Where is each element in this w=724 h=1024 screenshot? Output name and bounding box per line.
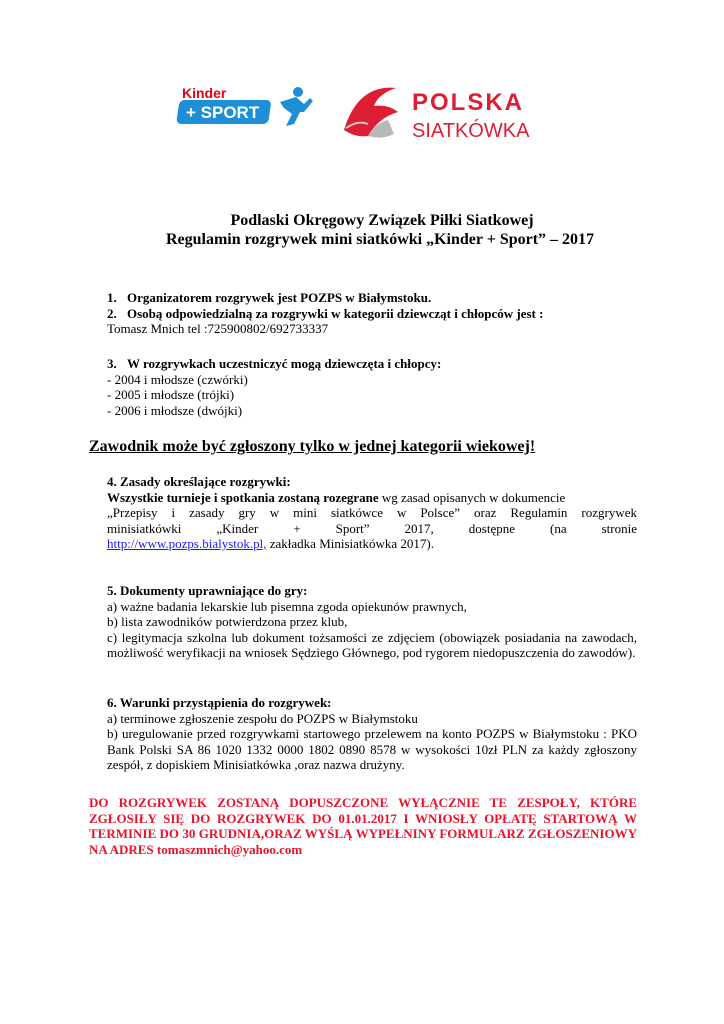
list-item: c) legitymacja szkolna lub dokument tożsamości ze zdjęciem (obowiązek posiadania na zawodach, możliwość weryfikacji na wniosek Sędziego Głównego, pod rygorem niedopuszczenia do zawodów). xyxy=(107,629,637,660)
list-item: - 2005 i młodsze (trójki) xyxy=(107,387,235,402)
logo-area xyxy=(0,0,724,160)
category-notice: Zawodnik może być zgłoszony tylko w jednej kategorii wiekowej! xyxy=(89,438,536,455)
list-item: - 2004 i młodsze (czwórki) xyxy=(107,371,248,387)
section-entry-conditions xyxy=(107,695,637,773)
section-title: 6. Warunki przystąpienia do rozgrywek: xyxy=(107,695,332,710)
kinder-sport-logo xyxy=(176,82,318,132)
regulation-title: Regulamin rozgrywek mini siatkówki „Kinder + Sport” – 2017 xyxy=(165,231,595,248)
list-item: a) terminowe zgłoszenie zespołu do POZPS w Białymstoku xyxy=(107,710,418,726)
paragraph-line: minisiatkówki „Kinder + Sport” 2017, dostępne (na stronie xyxy=(107,520,637,536)
section-documents xyxy=(107,583,637,661)
list-item: b) lista zawodników potwierdzona przez klub, xyxy=(107,614,348,629)
list-item: a) ważne badania lekarskie lub pisemna zgoda opiekunów prawnych, xyxy=(107,598,467,614)
svg-text:SIATKÓWKA: SIATKÓWKA xyxy=(412,120,530,142)
polska-siatkowka-logo xyxy=(338,80,548,144)
section-organizer xyxy=(107,290,637,337)
paragraph-line: „Przepisy i zasady gry w mini siatkówce w Polsce” oraz Regulamin rozgrywek xyxy=(107,505,637,520)
list-item: 1. Organizatorem rozgrywek jest POZPS w Białymstoku. xyxy=(107,290,432,305)
paragraph-line: http://www.pozps.bialystok.pl, zakładka Minisiatkówka 2017). xyxy=(107,536,435,551)
list-item: 2. Osobą odpowiedzialną za rozgrywki w kategorii dziewcząt i chłopców jest : xyxy=(107,305,544,321)
organization-title: Podlaski Okręgowy Związek Piłki Siatkowej xyxy=(230,212,534,229)
section-age-categories xyxy=(107,356,637,418)
section-title: 4. Zasady określające rozgrywki: xyxy=(107,474,291,489)
section-title: 5. Dokumenty uprawniające do gry: xyxy=(107,583,308,598)
svg-text:Kinder: Kinder xyxy=(182,85,227,101)
svg-text:POLSKA: POLSKA xyxy=(412,89,525,116)
contact-line: Tomasz Mnich tel :725900802/692733337 xyxy=(107,321,329,336)
registration-deadline-notice: DO ROZGRYWEK ZOSTANĄ DOPUSZCZONE WYŁĄCZNIE TE ZESPOŁY, KTÓRE ZGŁOSIŁY SIĘ DO ROZGRYWEK DO 01.01.2017 I WNIOSŁY OPŁATĘ STARTOWĄ W TERMINIE DO 30 GRUDNIA,ORAZ WYŚLĄ WYPEŁNINY FORMULARZ ZGŁOSZENIOWY NA ADRES tomaszmnich@yahoo.com xyxy=(89,795,637,857)
list-item: b) uregulowanie przed rozgrywkami startowego przelewem na konto POZPS w Białymstoku : PKO Bank Polski SA 86 1020 1332 0000 1802 0890 8578 w wysokości 10zł PLN za każdy zgłoszony zespół, z dopiskiem Minisiatkówka ,oraz nazwa drużyny. xyxy=(107,726,637,772)
section-rules xyxy=(107,474,637,552)
list-item: - 2006 i młodsze (dwójki) xyxy=(107,402,243,418)
pozps-website-link[interactable]: http://www.pozps.bialystok.pl, xyxy=(107,536,267,551)
svg-text:+ SPORT: + SPORT xyxy=(186,103,260,122)
section-title: 3. W rozgrywkach uczestniczyć mogą dziewczęta i chłopcy: xyxy=(107,356,442,371)
paragraph-line: Wszystkie turnieje i spotkania zostaną rozegrane wg zasad opisanych w dokumencie xyxy=(107,489,566,505)
